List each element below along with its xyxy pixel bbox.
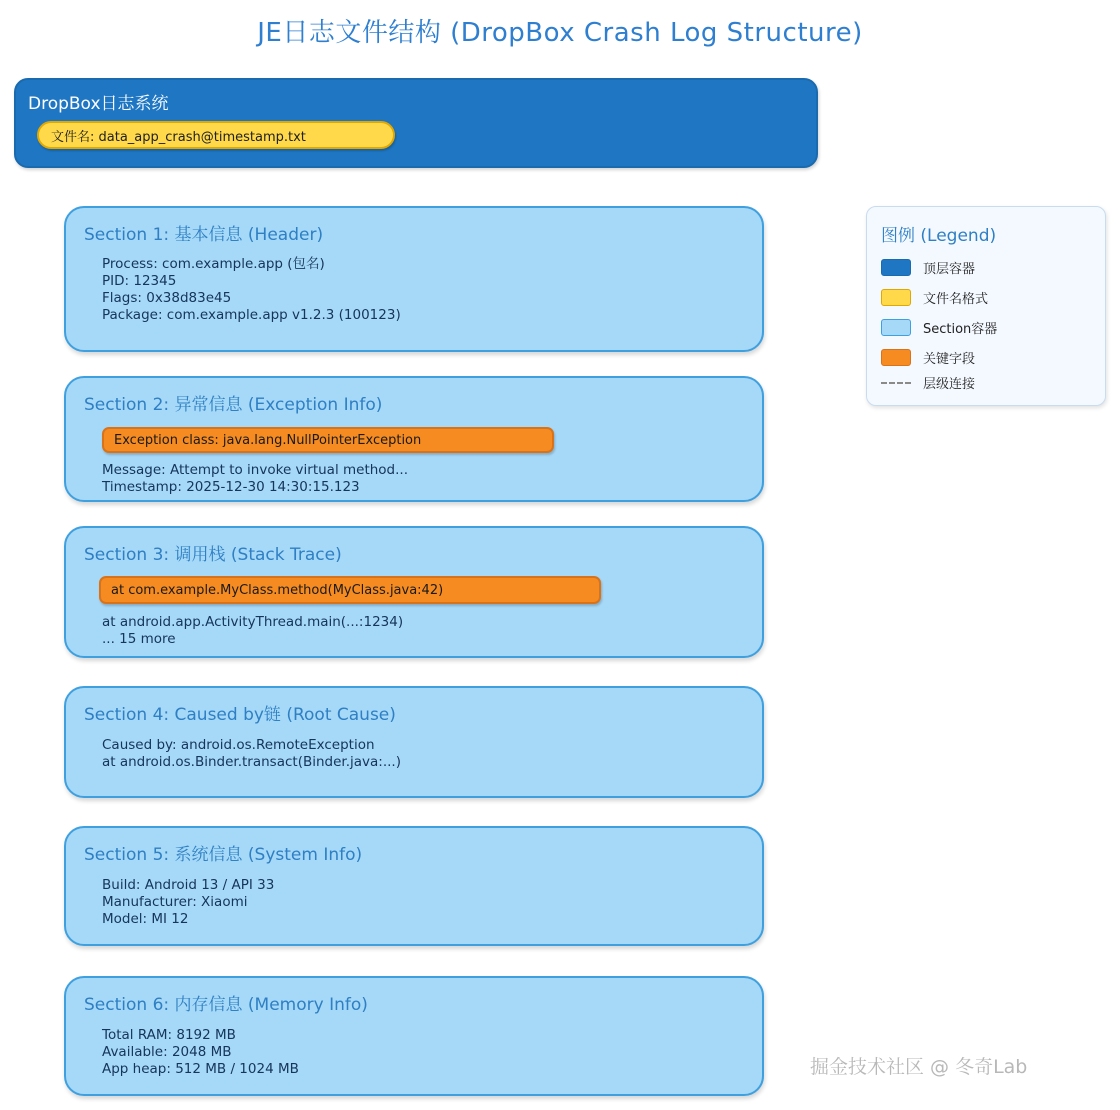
section-5-lines — [102, 877, 274, 928]
legend-swatch-key-field — [881, 349, 911, 366]
section-5-title: Section 5: 系统信息 (System Info) — [84, 845, 363, 865]
legend-item-key-field — [881, 347, 975, 367]
legend-label-section: Section容器 — [923, 321, 998, 337]
section-4-title: Section 4: Caused by链 (Root Cause) — [84, 705, 396, 725]
section-1-line-2: PID: 12345 — [102, 273, 177, 289]
section-4-line-2: at android.os.Binder.transact(Binder.java:...) — [102, 754, 401, 770]
section-6-line-1: Total RAM: 8192 MB — [102, 1027, 236, 1043]
legend-label-hierarchy-link: 层级连接 — [923, 376, 976, 392]
section-3-line-1: at android.app.ActivityThread.main(...:1234) — [102, 614, 404, 630]
legend-item-top-container — [881, 257, 975, 277]
legend-item-section — [881, 317, 997, 337]
section-2-key-field — [102, 427, 554, 453]
section-6-line-3: App heap: 512 MB / 1024 MB — [102, 1061, 299, 1077]
section-5 — [64, 826, 764, 946]
watermark: 掘金技术社区 @ 冬奇Lab — [810, 1056, 1028, 1078]
section-1-lines — [102, 256, 401, 324]
section-1-line-1: Process: com.example.app (包名) — [102, 256, 325, 272]
legend-label-filename: 文件名格式 — [923, 291, 989, 307]
legend-swatch-top-container — [881, 259, 911, 276]
section-1-line-3: Flags: 0x38d83e45 — [102, 290, 232, 306]
legend-label-key-field: 关键字段 — [923, 351, 976, 367]
legend-item-filename — [881, 287, 988, 307]
top-container — [14, 78, 818, 168]
section-5-line-2: Manufacturer: Xiaomi — [102, 894, 248, 910]
section-2-title: Section 2: 异常信息 (Exception Info) — [84, 395, 383, 415]
section-6 — [64, 976, 764, 1096]
section-6-title: Section 6: 内存信息 (Memory Info) — [84, 995, 368, 1015]
section-3-key-field-label: at com.example.MyClass.method(MyClass.java:42) — [111, 582, 444, 598]
legend-item-hierarchy-link — [881, 372, 975, 392]
top-container-title: DropBox日志系统 — [28, 94, 169, 114]
section-3-line-2: ... 15 more — [102, 631, 176, 647]
section-4-lines — [102, 737, 401, 771]
legend-swatch-filename — [881, 289, 911, 306]
filename-pill — [37, 121, 395, 149]
section-2-key-field-label: Exception class: java.lang.NullPointerException — [114, 432, 422, 448]
section-2-line-2: Timestamp: 2025-12-30 14:30:15.123 — [102, 479, 360, 495]
section-6-line-2: Available: 2048 MB — [102, 1044, 232, 1060]
legend-title: 图例 (Legend) — [881, 226, 997, 246]
section-3-lines — [102, 614, 403, 648]
section-5-line-1: Build: Android 13 / API 33 — [102, 877, 275, 893]
section-5-line-3: Model: MI 12 — [102, 911, 189, 927]
section-4-line-1: Caused by: android.os.RemoteException — [102, 737, 375, 753]
section-2-lines — [102, 462, 408, 496]
section-2-line-1: Message: Attempt to invoke virtual method... — [102, 462, 408, 478]
dashed-line-icon — [881, 374, 911, 391]
legend-label-top-container: 顶层容器 — [923, 261, 976, 277]
section-3 — [64, 526, 764, 658]
legend-swatch-section — [881, 319, 911, 336]
section-3-title: Section 3: 调用栈 (Stack Trace) — [84, 545, 342, 565]
section-1-title: Section 1: 基本信息 (Header) — [84, 225, 324, 245]
filename-label: 文件名: data_app_crash@timestamp.txt — [51, 129, 306, 145]
section-2 — [64, 376, 764, 502]
section-6-lines — [102, 1027, 299, 1078]
section-3-key-field — [99, 576, 601, 604]
section-1 — [64, 206, 764, 352]
section-4 — [64, 686, 764, 798]
page-title: JE日志文件结构 (DropBox Crash Log Structure) — [257, 18, 863, 48]
section-1-line-4: Package: com.example.app v1.2.3 (100123) — [102, 307, 401, 323]
legend — [866, 206, 1106, 406]
